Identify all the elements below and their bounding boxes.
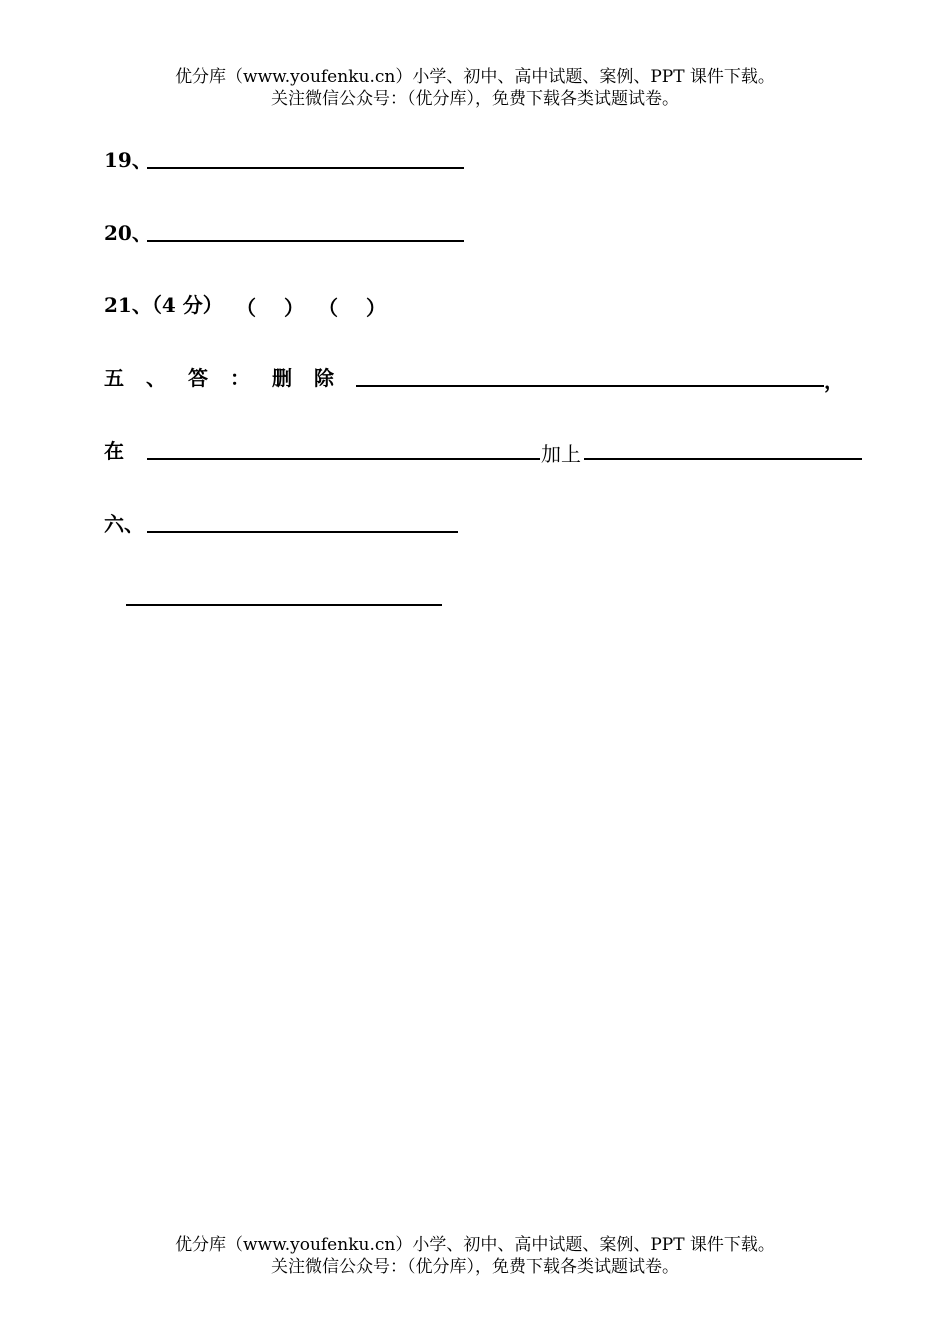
section-5-prompt bbox=[104, 365, 356, 391]
question-21-label: 21、 bbox=[104, 293, 152, 317]
answer-blank-add[interactable] bbox=[584, 458, 862, 460]
page-footer bbox=[0, 1234, 950, 1278]
answer-blank-20[interactable] bbox=[147, 240, 464, 242]
answer-blank-6-line-2[interactable] bbox=[126, 604, 442, 606]
answer-paren-close-1: ） bbox=[284, 296, 304, 320]
answer-paren-open-1: （ bbox=[236, 296, 256, 320]
question-20 bbox=[104, 220, 152, 246]
section-6-label: 六、 bbox=[104, 512, 144, 536]
answer-blank-6-line-1[interactable] bbox=[147, 531, 458, 533]
section-5-char-1: 五 bbox=[104, 366, 124, 390]
section-5-in-label: 在 bbox=[104, 439, 124, 463]
section-5-add-label: 加上 bbox=[541, 442, 581, 466]
section-5-comma: ， bbox=[824, 369, 844, 393]
section-5-char-5: 删 bbox=[272, 366, 292, 390]
question-19 bbox=[104, 147, 152, 173]
page-header bbox=[0, 66, 950, 110]
answer-slot-21-b[interactable] bbox=[340, 316, 364, 318]
question-20-label: 20、 bbox=[104, 221, 152, 245]
question-19-label: 19、 bbox=[104, 148, 152, 172]
answer-slot-21-a[interactable] bbox=[258, 316, 282, 318]
section-6 bbox=[104, 511, 144, 537]
section-5-line-2 bbox=[104, 438, 124, 464]
question-21 bbox=[104, 292, 223, 318]
header-line-1: 优分库（www.youfenku.cn）小学、初中、高中试题、案例、PPT 课件下载。 bbox=[175, 67, 775, 87]
answer-blank-delete[interactable] bbox=[356, 385, 824, 387]
header-line-2: 关注微信公众号：（优分库），免费下载各类试题试卷。 bbox=[271, 89, 679, 109]
answer-paren-open-2: （ bbox=[318, 296, 338, 320]
footer-line-1: 优分库（www.youfenku.cn）小学、初中、高中试题、案例、PPT 课件下载。 bbox=[175, 1235, 775, 1255]
answer-blank-19[interactable] bbox=[147, 167, 464, 169]
section-5-char-2: 、 bbox=[146, 366, 166, 390]
answer-paren-close-2: ） bbox=[366, 296, 386, 320]
answer-blank-position[interactable] bbox=[147, 458, 540, 460]
question-21-score: （4 分） bbox=[151, 293, 223, 317]
section-5-char-3: 答 bbox=[188, 366, 208, 390]
section-5-char-4: ： bbox=[230, 366, 250, 390]
section-5-char-6: 除 bbox=[314, 366, 334, 390]
footer-line-2: 关注微信公众号：（优分库），免费下载各类试题试卷。 bbox=[271, 1257, 679, 1277]
